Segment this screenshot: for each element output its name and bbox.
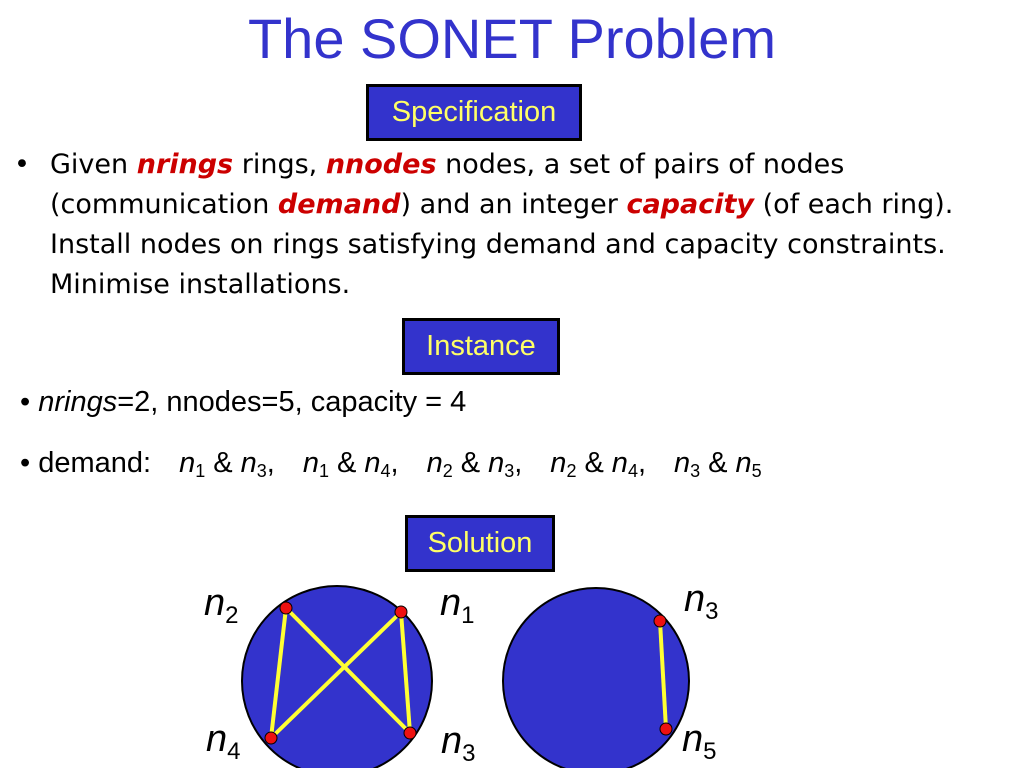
specification-label: Specification <box>391 96 557 128</box>
node-index: 2 <box>442 461 453 481</box>
node-letter: n <box>488 447 505 479</box>
ampersand: & <box>460 447 481 479</box>
nrings-term: nrings <box>136 149 234 180</box>
separator: , <box>637 447 647 479</box>
label-n1: $n_1$ <box>440 582 475 629</box>
ampersand: & <box>708 447 728 479</box>
separator: , <box>514 447 523 479</box>
demand-prefix: • demand: <box>20 447 152 479</box>
spec-text-2: rings, <box>233 149 326 180</box>
nrings-var: nrings <box>38 386 118 418</box>
node-letter: n <box>179 447 196 479</box>
spec-text-1: Given <box>50 149 137 180</box>
node-letter: n <box>302 447 319 479</box>
node-n1-ring1 <box>395 606 407 618</box>
node-n2-ring1 <box>280 602 292 614</box>
instance-values: =2, nnodes=5, capacity = 4 <box>117 386 467 418</box>
node-index: 4 <box>380 461 391 481</box>
bullet: • <box>14 149 30 180</box>
demand-term: demand <box>277 189 401 220</box>
node-index: 1 <box>195 461 206 481</box>
node-letter: n <box>735 447 752 479</box>
separator: , <box>266 447 275 479</box>
node-letter: n <box>426 447 443 479</box>
node-letter: n <box>364 447 381 479</box>
label-n3: $n_3$ <box>441 720 476 767</box>
solution-label: Solution <box>427 527 533 559</box>
node-index: 3 <box>504 461 515 481</box>
node-index: 2 <box>566 461 577 481</box>
node-n5-ring2 <box>660 723 672 735</box>
spec-text-5: (of each ring). Install nodes on rings satisfying demand and capacity constraints. Minimise installations. <box>50 189 954 300</box>
node-letter: n <box>550 447 567 479</box>
node-index: 5 <box>751 461 762 481</box>
node-letter: n <box>611 447 628 479</box>
label-n5-ring2: $n_5$ <box>682 718 717 765</box>
node-letter: n <box>674 447 691 479</box>
node-index: 3 <box>690 461 701 481</box>
spec-text-4: ) and an integer <box>400 189 627 220</box>
ampersand: & <box>213 447 233 479</box>
node-letter: n <box>240 447 257 479</box>
node-n4-ring1 <box>265 732 277 744</box>
ampersand: & <box>337 447 357 479</box>
label-n2: $n_2$ <box>204 582 239 629</box>
label-n3-ring2: $n_3$ <box>684 578 719 625</box>
node-index: 3 <box>256 461 267 481</box>
instance-label: Instance <box>426 330 536 362</box>
label-n4: $n_4$ <box>206 718 241 765</box>
capacity-term: capacity <box>626 189 754 220</box>
node-n3-ring1 <box>404 727 416 739</box>
ampersand: & <box>584 447 604 479</box>
node-index: 4 <box>627 461 638 481</box>
page-title: The SONET Problem <box>247 7 777 70</box>
nnodes-term: nnodes <box>325 149 437 180</box>
node-index: 1 <box>319 461 330 481</box>
node-n3-ring2 <box>654 615 666 627</box>
separator: , <box>390 447 399 479</box>
spec-text-3: nodes, a set of pairs of nodes (communication <box>50 149 845 220</box>
bullet: • <box>20 386 31 418</box>
